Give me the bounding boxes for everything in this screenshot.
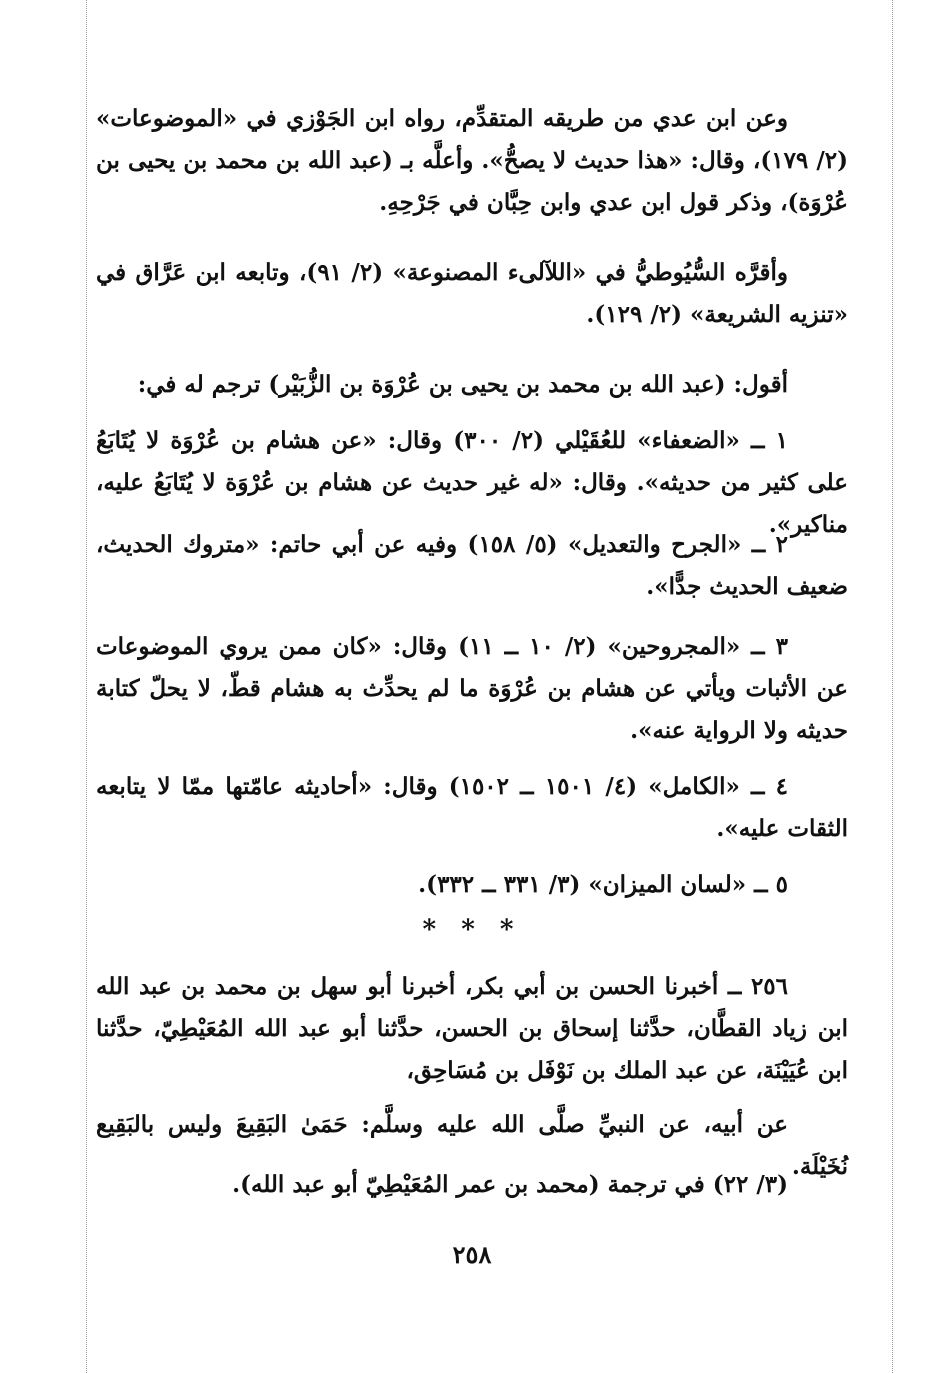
right-margin-rule	[892, 0, 893, 1373]
page-number: ٢٥٨	[452, 1240, 492, 1269]
list-item-2: ٢ ــ «الجرح والتعديل» (٥/ ١٥٨) وفيه عن أبي حاتم: «متروك الحديث، ضعيف الحديث جدًّا».	[96, 531, 848, 600]
left-margin-rule	[86, 0, 87, 1373]
list-item-3: ٣ ــ «المجروحين» (٢/ ١٠ ــ ١١) وقال: «كان ممن يروي الموضوعات عن الأثبات ويأتي عن هشام بن عُرْوَة ما لم يحدِّث به هشام قطّ، لا يحلّ كتابة حديثه ولا الرواية عنه».	[96, 633, 848, 744]
paragraph-reference: (٣/ ٢٢) في ترجمة (محمد بن عمر المُعَيْطِيّ أبو عبد الله).	[232, 1171, 788, 1198]
paragraph-3: أقول: (عبد الله بن محمد بن يحيى بن عُرْوَة بن الزُّبَيْر) ترجم له في:	[137, 371, 788, 398]
list-item-4: ٤ ــ «الكامل» (٤/ ١٥٠١ ــ ١٥٠٢) وقال: «أحاديثه عامّتها ممّا لا يتابعه الثقات عليه».	[96, 773, 848, 842]
list-item-5: ٥ ــ «لسان الميزان» (٣/ ٣٣١ ــ ٣٣٢).	[418, 871, 788, 898]
paragraph-hadith-chain: ٢٥٦ ــ أخبرنا الحسن بن أبي بكر، أخبرنا أبو سهل بن محمد بن عبد الله ابن زياد القطَّان، حدَّثنا إسحاق بن الحسن، حدَّثنا أبو عبد الله المُعَيْطِيّ، حدَّثنا ابن عُيَيْنَة، عن عبد الملك بن نَوْفَل بن مُسَاحِق،	[96, 973, 848, 1084]
paragraph-2: وأقرَّه السُّيُوطيُّ في «اللآلىء المصنوعة» (٢/ ٩١)، وتابعه ابن عَرَّاق في «تنزيه الشريعة» (٢/ ١٢٩).	[96, 259, 848, 328]
list-item-1: ١ ــ «الضعفاء» للعُقَيْلي (٢/ ٣٠٠) وقال: «عن هشام بن عُرْوَة لا يُتَابَعُ على كثير من حديثه». وقال: «له غير حديث عن هشام بن عُرْوَة لا يُتَابَعُ عليه، مناكير».	[96, 427, 848, 538]
paragraph-1: وعن ابن عدي من طريقه المتقدِّم، رواه ابن الجَوْزي في «الموضوعات» (٢/ ١٧٩)، وقال: «هذا حديث لا يصحُّ». وأعلَّه بـ (عبد الله بن محمد بن يحيى بن عُرْوَة)، وذكر قول ابن عدي وابن حِبَّان في جَرْحِهِ.	[96, 105, 848, 216]
paragraph-hadith-text: عن أبيه، عن النبيِّ صلَّى الله عليه وسلَّم: حَمَىٰ البَقِيعَ وليس بالبَقِيع نُخَيْلَة.	[96, 1111, 848, 1180]
section-separator: * * *	[422, 915, 522, 945]
